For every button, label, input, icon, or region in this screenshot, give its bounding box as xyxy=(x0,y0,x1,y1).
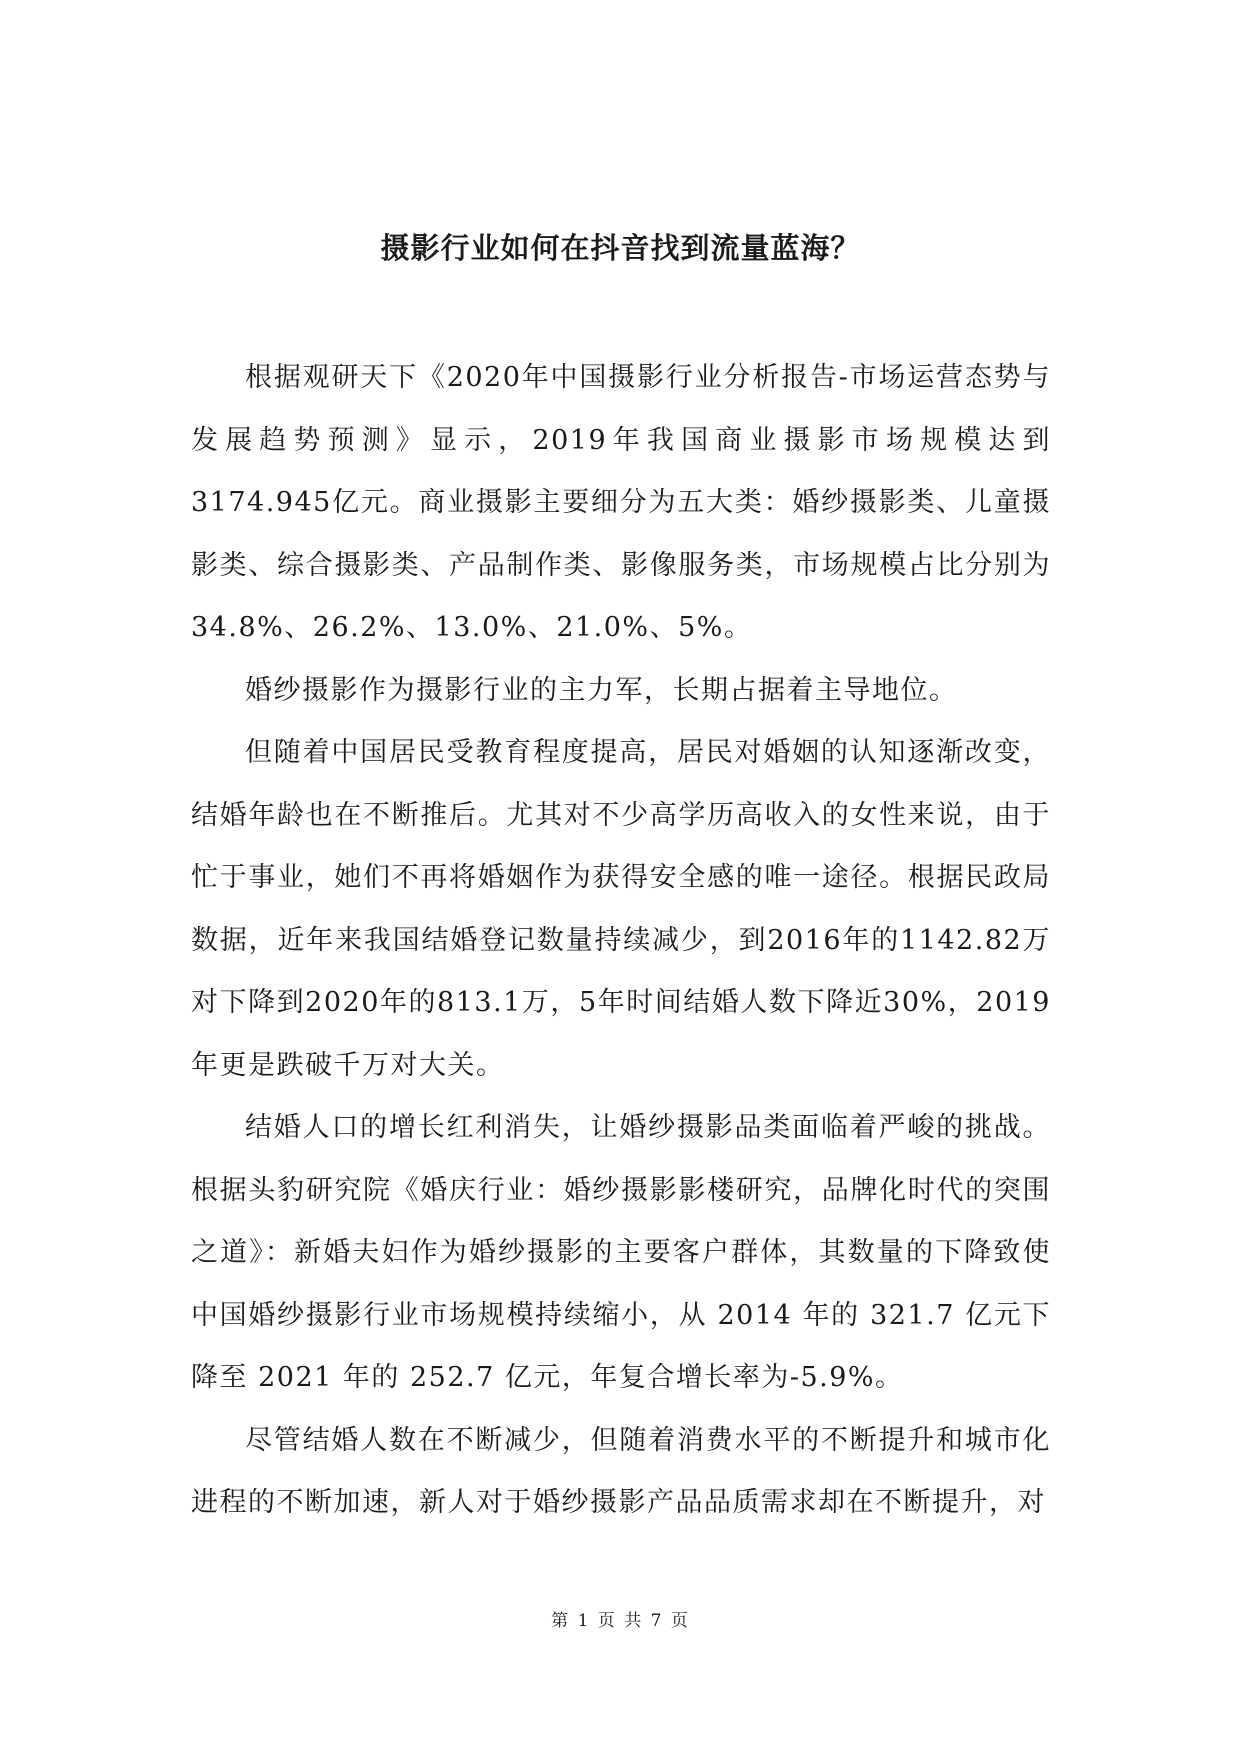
page-number-footer: 第 1 页 共 7 页 xyxy=(551,1611,690,1631)
document-title: 摄影行业如何在抖音找到流量蓝海？ xyxy=(380,231,861,265)
paragraph: 根据观研天下《2020年中国摄影行业分析报告-市场运营态势与发展趋势预测》显示，2019年我国商业摄影市场规模达到3174.945亿元。商业摄影主要细分为五大类：婚纱摄影类、儿童摄影类、综合摄影类、产品制作类、影像服务类，市场规模占比分别为34.8%、26.2%、13.0%、21.0%、5%。 xyxy=(191,362,1051,643)
paragraph: 尽管结婚人数在不断减少，但随着消费水平的不断提升和城市化进程的不断加速，新人对于婚纱摄影产品品质需求却在不断提升，对 xyxy=(191,1424,1051,1518)
document-body xyxy=(191,347,1051,1535)
paragraph: 婚纱摄影作为摄影行业的主力军，长期占据着主导地位。 xyxy=(245,674,958,706)
paragraph: 但随着中国居民受教育程度提高，居民对婚姻的认知逐渐改变，结婚年龄也在不断推后。尤其对不少高学历高收入的女性来说，由于忙于事业，她们不再将婚姻作为获得安全感的唯一途径。根据民政局数据，近年来我国结婚登记数量持续减少，到2016年的1142.82万对下降到2020年的813.1万，5年时间结婚人数下降近30%，2019年更是跌破千万对大关。 xyxy=(191,737,1051,1081)
paragraph: 结婚人口的增长红利消失，让婚纱摄影品类面临着严峻的挑战。根据头豹研究院《婚庆行业：婚纱摄影影楼研究，品牌化时代的突围之道》：新婚夫妇作为婚纱摄影的主要客户群体，其数量的下降致使中国婚纱摄影行业市场规模持续缩小，从 2014 年的 321.7 亿元下降至 2021 年的 252.7 亿元，年复合增长率为-5.9%。 xyxy=(191,1112,1051,1393)
